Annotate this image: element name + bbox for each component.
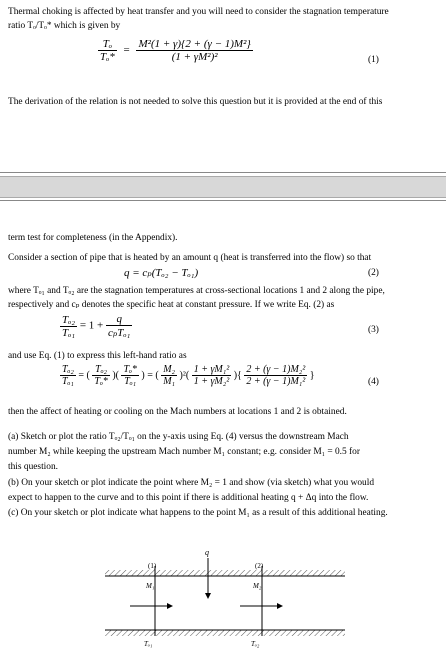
equation-2: q = cₚ(Tₒ₂ − Tₒ₁) — [124, 267, 199, 279]
part-b-line-2: expect to happen to the curve and to this point if there is additional heating q + Δq into the flow. — [8, 493, 369, 503]
part-a-line-1: (a) Sketch or plot the ratio Tₒ₂/Tₒ₁ on the y-axis using Eq. (4) versus the downstream Mach — [8, 432, 349, 442]
continuation-text: term test for completeness (in the Appendix). — [8, 233, 178, 243]
where-line-1: where Tₒ₁ and Tₒ₂ are the stagnation temperatures at cross-sectional locations 1 and 2 along the pipe, — [8, 286, 385, 296]
where-line-2: respectively and cₚ denotes the specific heat at constant pressure. If we write Eq. (2) as — [8, 300, 335, 310]
equation-4: $\frac{\text{Tₒ₂}}{\text{Tₒ₁}}$ = ( $\frac{\text{Tₒ₂}}{\text{Tₒ*}}$ )( $\frac{\text{Tₒ*}}{\text{Tₒ₁}}$ ) = ( $\frac{\text{M₂}}{\text{M₁}}$ )²( $\frac{\text{1 + γM₁²}}{\text{1 + γM₂²}}$ ){ $\frac{\text{2 + (γ − 1)M₂²}}{\text{2 + (γ − 1)M₁²}}$ } — [62, 364, 315, 387]
page-break-top-rule — [0, 172, 446, 173]
label-m2: M₂ — [253, 582, 262, 590]
label-station-1: (1) — [148, 562, 157, 570]
label-t01: Tₒ₁ — [144, 640, 153, 648]
label-q: q — [205, 548, 209, 557]
part-a-line-2: number M₂ while keeping the upstream Mach number M₁ constant; e.g. consider M₁ = 0.5 for — [8, 447, 360, 457]
eq2-number: (2) — [368, 268, 379, 278]
eq3-number: (3) — [368, 325, 379, 335]
consider-text: Consider a section of pipe that is heated by an amount q (heat is transferred into the flow) so that — [8, 253, 372, 263]
use-eq-text: and use Eq. (1) to express this left-hand ratio as — [8, 351, 187, 361]
intro-line-1: Thermal choking is affected by heat transfer and you will need to consider the stagnation temperature — [8, 7, 389, 17]
then-text: then the affect of heating or cooling on the Mach numbers at locations 1 and 2 is obtained. — [8, 407, 347, 417]
pipe-top-wall — [105, 570, 345, 576]
part-a-line-3: this question. — [8, 462, 59, 472]
equation-1: $\frac{\text{Tₒ}}{\text{Tₒ*}}$ = $\frac{\text{M²(1 + γ)\{2 + (γ − 1)M²\}}}{\text{(1 + γM²)²}}$ — [100, 38, 251, 63]
part-b-line-1: (b) On your sketch or plot indicate the point where M₂ = 1 and show (via sketch) what you would — [8, 478, 375, 488]
part-c: (c) On your sketch or plot indicate what happens to the point M₁ as a result of this additional heating. — [8, 508, 388, 518]
derivation-note: The derivation of the relation is not needed to solve this question but it is provided at the end of this — [8, 97, 383, 107]
equation-3: $\frac{\text{Tₒ₂}}{\text{Tₒ₁}}$ = 1 + $\frac{q}{\text{cₚTₒ₁}}$ — [62, 313, 131, 339]
eq1-rhs: $\frac{\text{M²(1 + γ)\{2 + (γ − 1)M²\}}}{\text{(1 + γM²)²}}$ — [138, 38, 251, 63]
label-t02: Tₒ₂ — [251, 640, 260, 648]
label-m1: M₁ — [146, 582, 155, 590]
eq1-lhs: $\frac{\text{Tₒ}}{\text{Tₒ*}}$ — [100, 38, 115, 63]
intro-line-2: ratio Tₒ/Tₒ* which is given by — [8, 21, 121, 31]
page-break-band — [0, 176, 446, 198]
pipe-bottom-wall — [105, 630, 345, 636]
label-station-2: (2) — [255, 562, 264, 570]
eq1-number: (1) — [368, 55, 379, 65]
pipe-heating-sketch — [0, 526, 446, 656]
eq4-number: (4) — [368, 377, 379, 387]
page-break-bottom-rule — [0, 200, 446, 201]
